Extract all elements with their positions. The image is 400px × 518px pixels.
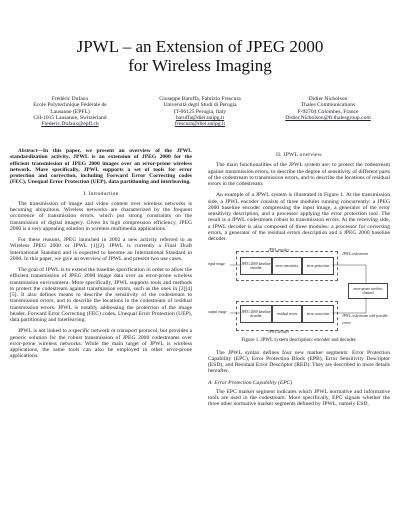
- author-1: [10, 96, 130, 127]
- author-email-link[interactable]: Didier.Nicholson@fr.thalesgroup.com: [285, 114, 371, 121]
- encoder-label: JPWL encoder: [268, 248, 290, 253]
- decoder-label: JPWL decoder: [268, 330, 290, 335]
- author-name: Giuseppe Baruffa, Fabrizio Frescura: [159, 96, 241, 102]
- codestream-top-label: JPWL codestream: [342, 252, 369, 257]
- author-address: IT-06125 Perugia, Italy: [173, 108, 227, 115]
- author-affiliation: Thales Communications: [300, 102, 356, 109]
- paper-title-line2: for Wireless Imaging: [128, 56, 272, 75]
- author-2: [140, 96, 260, 127]
- residual-errors-box: residual errors: [272, 305, 302, 323]
- author-affiliation: Università degli Studi di Perugia: [163, 102, 237, 109]
- author-3: [266, 96, 390, 121]
- author-name: Didier Nicholson: [308, 96, 348, 102]
- author-affiliation: Lausanne (EPFL): [50, 108, 90, 115]
- author-email-link[interactable]: frescura@diei.unipg.it: [174, 121, 226, 128]
- body-paragraph: The EPC marker segment indicates which JPWL normative and informative tools are used in the codestream. More specifically, EPC signals whether the three other normative marker segments defined by JPWL, namely ESD,: [208, 388, 390, 408]
- abstract-text: —In this paper, we present an overview of the JPWL standardization activity. JPWL is an extension of JPEG 2000 for the efficient transmission of JPEG 2000 images over an error-prone wireless network. More specifically, JPWL supports a set of tools for error protection and correction, including Forward Error Correcting codes (FEC), Unequal Error Protection (UEP), data partitioning and interleaving.: [10, 148, 192, 186]
- abstract-lead: Abstract: [18, 148, 38, 154]
- author-name: Frédéric Dufaux: [51, 96, 89, 102]
- codestream-bottom-label: JPWL codestream with possible errors: [342, 314, 388, 325]
- section-heading-introduction: I. Introduction: [83, 190, 119, 197]
- figure-caption: Figure 1. JPWL system description: encoder and decoder.: [241, 338, 357, 344]
- section-heading-overview: II. JPWL overview: [276, 152, 322, 158]
- body-paragraph: The main functionalities of the JPWL system are: to protect the codestream against transmission errors, to describe the degree of sensitivity of different parts of the codestream to transmission errors, and to describe the locations of residual errors in the codestream.: [208, 162, 390, 187]
- body-paragraph: An example of a JPWL system is illustrated in Figure 1. At the transmission side, a JPWL encoder consists of three modules running concurrently: a JPEG 2000 baseline encoder compressing the input image, a generator of the error sensitivity description, and a processor applying the error protection tool. The result is a JPWL codestream robust to transmission errors. At the receiving side, a JPWL decoder is also composed of three modules: a processor for correcting errors, a generator of the residual errors description and a JPEG 2000 baseline decoder.: [208, 192, 390, 242]
- baseline-encoder-box: JPEG 2000 baseline encoder: [240, 257, 272, 275]
- body-paragraph: For these reasons, JPEG launched in 2002 a new activity referred to as Wireless JPEG 2000 or JPWL [1][2]. JPWL is currently a Final Draft International Standard and is expected to become an International Standard in 2006. In this paper, we give an overview of JPWL and present two use cases.: [10, 237, 192, 262]
- abstract-paragraph: [10, 148, 192, 186]
- figure-1-diagram: [208, 247, 390, 335]
- left-column: [10, 148, 192, 365]
- right-column: [208, 148, 390, 413]
- body-paragraph: The JPWL syntax defines four new marker segments: Error Protection Capability (EPC), Error Protection Block (EPB), Error Sensitivity Descriptor (ESD), and Residual Error Descriptor (RED). They are described in more details hereafter.: [208, 349, 390, 375]
- author-affiliation: Ecole Polytechnique Fédérale de: [33, 102, 107, 109]
- subsection-heading-epc: A. Error Protection Capability (EPC): [208, 379, 293, 386]
- author-block: [10, 96, 390, 136]
- figure-arrows: [208, 247, 390, 335]
- wireless-channel-box: error-prone wireless channel: [348, 283, 388, 299]
- body-paragraph: The transmission of image and video content over wireless networks is becoming ubiquitous. Wireless networks are characterized by the frequent occurrence of transmission errors, which put strong constraints on the transmission of digital imagery. Given its high compression efficiency, JPEG 2000 is a very appealing solution in wireless multimedia applications.: [10, 200, 192, 232]
- author-address: F-92704 Colombes, France: [297, 108, 359, 115]
- paper-title-line1: JPWL – an Extension of JPEG 2000: [76, 37, 324, 56]
- error-protection-box: error protection: [302, 257, 334, 275]
- error-sensitivity-box: error sensitivity: [272, 257, 302, 275]
- baseline-decoder-box: JPEG 2000 baseline decoder: [240, 305, 272, 323]
- author-email-link[interactable]: baruffa@diei.unipg.it: [175, 114, 225, 121]
- error-correction-box: error correction: [302, 305, 334, 323]
- author-email-link[interactable]: Frederic.Dufaux@epfl.ch: [41, 121, 99, 128]
- input-image-label: input image: [208, 262, 226, 267]
- author-address: CH-1015 Lausanne, Switzerland: [33, 114, 107, 121]
- body-paragraph: The goal of JPWL is to extend the baseline specification in order to allow the efficient transmission of JPEG 2000 image data over an error-prone wireless transmission environment. More specifically, JPWL supports tools and methods to protect the codestream against transmission errors, such as the ones in [3][4][5]. It also defines means to describe the sensitivity of the codestream to transmission errors, and to describe the locations in the codestream of residual transmission errors. JPWL is notably addressing the protection of the image header, Forward Error Correcting (FEC) codes, Unequal Error Protection (UEP), data partitioning and interleaving.: [10, 267, 192, 323]
- output-image-label: output image: [208, 310, 227, 315]
- body-paragraph: JPWL is not linked to a specific network or transport protocol, but provides a generic solution for the robust transmission of JPEG 2000 codestreams over error-prone wireless networks. While the main target of JPWL is wireless applications, the same tools can also be employed in other error-prone applications.: [10, 328, 192, 360]
